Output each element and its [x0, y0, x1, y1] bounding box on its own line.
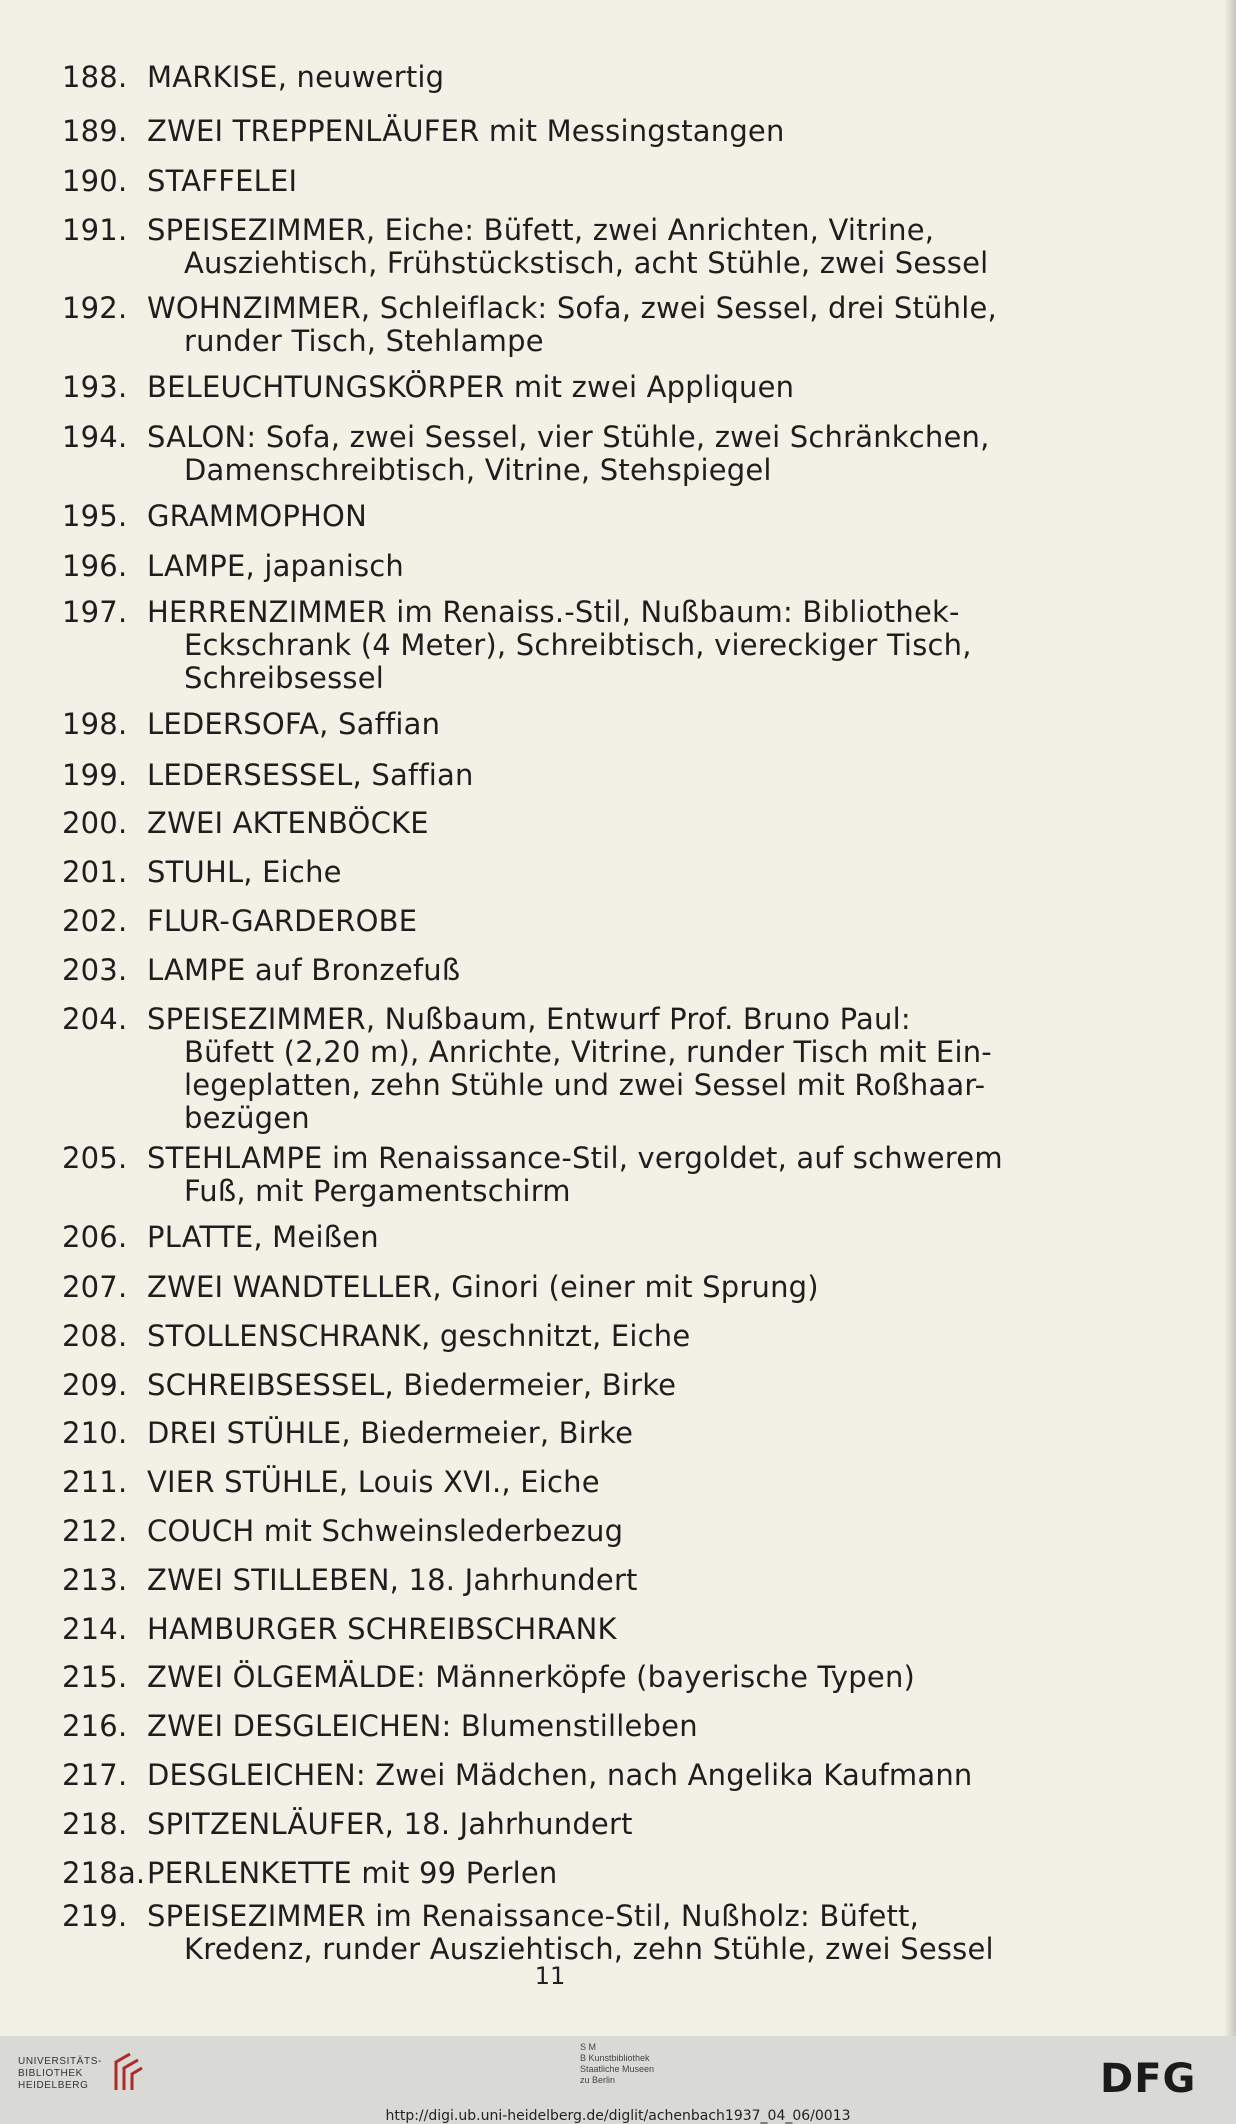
- entry-number: 193.: [62, 369, 128, 404]
- entry-text: [147, 1613, 1107, 1646]
- entry-number: 198.: [62, 707, 128, 742]
- entry-text: [147, 165, 1107, 198]
- museum-line-4: zu Berlin: [580, 2075, 616, 2085]
- entry-number: 196.: [62, 548, 128, 583]
- entry-continuation-line: runder Tisch, Stehlampe: [184, 324, 544, 359]
- entry-line: STEHLAMPE im Renaissance-Stil, vergoldet, auf schwerem: [147, 1141, 1003, 1176]
- entry-line: HAMBURGER SCHREIBSCHRANK: [147, 1611, 617, 1646]
- entry-number: 199.: [62, 757, 128, 792]
- entry-number: 208.: [62, 1318, 128, 1353]
- entry-text: [147, 954, 1107, 987]
- entry-number: 204.: [62, 1001, 128, 1036]
- entry-text: [147, 596, 1107, 695]
- entry-number: 214.: [62, 1611, 128, 1646]
- entry-text: [147, 500, 1107, 533]
- entry-number: 192.: [62, 291, 128, 326]
- entry-number: 203.: [62, 952, 128, 987]
- museum-line-2: B Kunstbibliothek: [580, 2053, 650, 2063]
- entry-text: [147, 1808, 1107, 1841]
- entry-number: 206.: [62, 1219, 128, 1254]
- entry-line: LEDERSOFA, Saffian: [147, 707, 441, 742]
- entry-text: [147, 292, 1107, 358]
- entry-text: [147, 1003, 1107, 1135]
- entry-text: [147, 1710, 1107, 1743]
- entry-number: 205.: [62, 1141, 128, 1176]
- entry-text: [147, 1900, 1107, 1966]
- entry-number: 191.: [62, 212, 128, 247]
- entry-number: 217.: [62, 1757, 128, 1792]
- entry-line: PERLENKETTE mit 99 Perlen: [147, 1855, 558, 1890]
- entry-text: [147, 1271, 1107, 1304]
- entry-number: 195.: [62, 498, 128, 533]
- entry-text: [147, 807, 1107, 840]
- entry-number: 190.: [62, 163, 128, 198]
- entry-line: STAFFELEI: [147, 163, 298, 198]
- entry-line: LAMPE, japanisch: [147, 548, 405, 583]
- entry-number: 200.: [62, 806, 128, 841]
- entry-line: DREI STÜHLE, Biedermeier, Birke: [147, 1416, 634, 1451]
- entry-continuation-line: Schreibsessel: [184, 660, 384, 695]
- entry-line: LAMPE auf Bronzefuß: [147, 952, 461, 987]
- entry-continuation-line: Ausziehtisch, Frühstückstisch, acht Stühle, zwei Sessel: [184, 245, 989, 280]
- university-logo-icon: [112, 2050, 146, 2094]
- entry-line: BELEUCHTUNGSKÖRPER mit zwei Appliquen: [147, 369, 795, 404]
- entry-number: 218a.: [62, 1855, 146, 1890]
- entry-line: STOLLENSCHRANK, geschnitzt, Eiche: [147, 1318, 691, 1353]
- entry-number: 189.: [62, 113, 128, 148]
- entry-continuation-line: Fuß, mit Pergamentschirm: [184, 1174, 571, 1209]
- entry-number: 209.: [62, 1367, 128, 1402]
- entry-text: [147, 1564, 1107, 1597]
- entry-text: [147, 61, 1107, 94]
- entry-number: 216.: [62, 1709, 128, 1744]
- entry-text: [147, 550, 1107, 583]
- entry-line: DESGLEICHEN: Zwei Mädchen, nach Angelika Kaufmann: [147, 1757, 973, 1792]
- dfg-logo: DFG: [1100, 2056, 1197, 2102]
- entry-text: [147, 1857, 1107, 1890]
- entry-line: STUHL, Eiche: [147, 855, 342, 890]
- entry-continuation-line: Eckschrank (4 Meter), Schreibtisch, viereckiger Tisch,: [184, 627, 972, 662]
- entry-number: 215.: [62, 1660, 128, 1695]
- source-url[interactable]: http://digi.ub.uni-heidelberg.de/diglit/achenbach1937_04_06/0013: [385, 2108, 851, 2124]
- entry-text: [147, 371, 1107, 404]
- university-library-label: [18, 2056, 102, 2092]
- entry-text: [147, 1369, 1107, 1402]
- entry-line: LEDERSESSEL, Saffian: [147, 757, 474, 792]
- entry-number: 218.: [62, 1806, 128, 1841]
- entry-line: WOHNZIMMER, Schleiflack: Sofa, zwei Sessel, drei Stühle,: [147, 291, 997, 326]
- museum-line-3: Staatliche Museen: [580, 2064, 655, 2074]
- entry-line: ZWEI DESGLEICHEN: Blumenstilleben: [147, 1709, 698, 1744]
- entry-line: ZWEI TREPPENLÄUFER mit Messingstangen: [147, 113, 785, 148]
- entry-line: ZWEI WANDTELLER, Ginori (einer mit Sprung): [147, 1270, 819, 1304]
- entry-text: [147, 1221, 1107, 1254]
- entry-continuation-line: bezügen: [184, 1100, 310, 1135]
- entry-line: PLATTE, Meißen: [147, 1219, 379, 1254]
- entry-text: [147, 1142, 1107, 1208]
- entry-text: [147, 421, 1107, 487]
- entry-text: [147, 214, 1107, 280]
- entry-text: [147, 759, 1107, 792]
- entry-number: 201.: [62, 855, 128, 890]
- entry-line: ZWEI AKTENBÖCKE: [147, 806, 429, 841]
- entry-line: SPEISEZIMMER im Renaissance-Stil, Nußholz: Büfett,: [147, 1898, 920, 1933]
- entry-continuation-line: legeplatten, zehn Stühle und zwei Sessel mit Roßhaar-: [184, 1067, 986, 1102]
- entry-number: 211.: [62, 1465, 128, 1500]
- university-line-3: HEIDELBERG: [18, 2080, 89, 2091]
- entry-number: 188.: [62, 59, 128, 94]
- entry-continuation-line: Kredenz, runder Ausziehtisch, zehn Stühle, zwei Sessel: [184, 1931, 994, 1966]
- entry-text: [147, 115, 1107, 148]
- entry-line: COUCH mit Schweinslederbezug: [147, 1514, 624, 1548]
- entry-number: 194.: [62, 420, 128, 455]
- page-number: 11: [534, 1962, 566, 1990]
- entry-number: 202.: [62, 904, 128, 939]
- entry-line: ZWEI ÖLGEMÄLDE: Männerköpfe (bayerische Typen): [147, 1660, 916, 1695]
- museum-line-1: S M: [580, 2042, 597, 2052]
- entry-text: [147, 1515, 1107, 1548]
- entry-line: GRAMMOPHON: [147, 498, 367, 533]
- entry-text: [147, 905, 1107, 938]
- entry-line: FLUR-GARDEROBE: [147, 904, 418, 939]
- entry-text: [147, 1661, 1107, 1694]
- entry-continuation-line: Damenschreibtisch, Vitrine, Stehspiegel: [184, 453, 772, 488]
- entry-number: 219.: [62, 1898, 128, 1933]
- museum-label: [580, 2042, 654, 2086]
- entry-text: [147, 708, 1107, 741]
- entry-line: SPEISEZIMMER, Eiche: Büfett, zwei Anrichten, Vitrine,: [147, 212, 935, 247]
- entry-text: [147, 856, 1107, 889]
- entry-number: 213.: [62, 1562, 128, 1597]
- entry-line: SCHREIBSESSEL, Biedermeier, Birke: [147, 1367, 677, 1402]
- entry-line: SPEISEZIMMER, Nußbaum, Entwurf Prof. Bruno Paul:: [147, 1001, 911, 1036]
- entry-text: [147, 1320, 1107, 1353]
- entry-line: SALON: Sofa, zwei Sessel, vier Stühle, zwei Schränkchen,: [147, 420, 990, 455]
- digitization-footer: [0, 2036, 1236, 2124]
- entry-line: ZWEI STILLEBEN, 18. Jahrhundert: [147, 1562, 638, 1597]
- entry-continuation-line: Büfett (2,20 m), Anrichte, Vitrine, runder Tisch mit Ein-: [184, 1034, 992, 1069]
- entry-line: MARKISE, neuwertig: [147, 59, 445, 94]
- entry-number: 210.: [62, 1416, 128, 1451]
- entry-line: VIER STÜHLE, Louis XVI., Eiche: [147, 1465, 600, 1500]
- entry-text: [147, 1417, 1107, 1450]
- university-line-2: BIBLIOTHEK: [18, 2068, 83, 2079]
- entry-number: 212.: [62, 1514, 128, 1548]
- entry-number: 197.: [62, 594, 128, 629]
- university-line-1: UNIVERSITÄTS-: [18, 2056, 102, 2067]
- entry-text: [147, 1759, 1107, 1792]
- entry-line: HERRENZIMMER im Renaiss.-Stil, Nußbaum: Bibliothek-: [147, 594, 960, 629]
- entry-number: 207.: [62, 1270, 128, 1304]
- entry-line: SPITZENLÄUFER, 18. Jahrhundert: [147, 1806, 633, 1841]
- entry-text: [147, 1466, 1107, 1499]
